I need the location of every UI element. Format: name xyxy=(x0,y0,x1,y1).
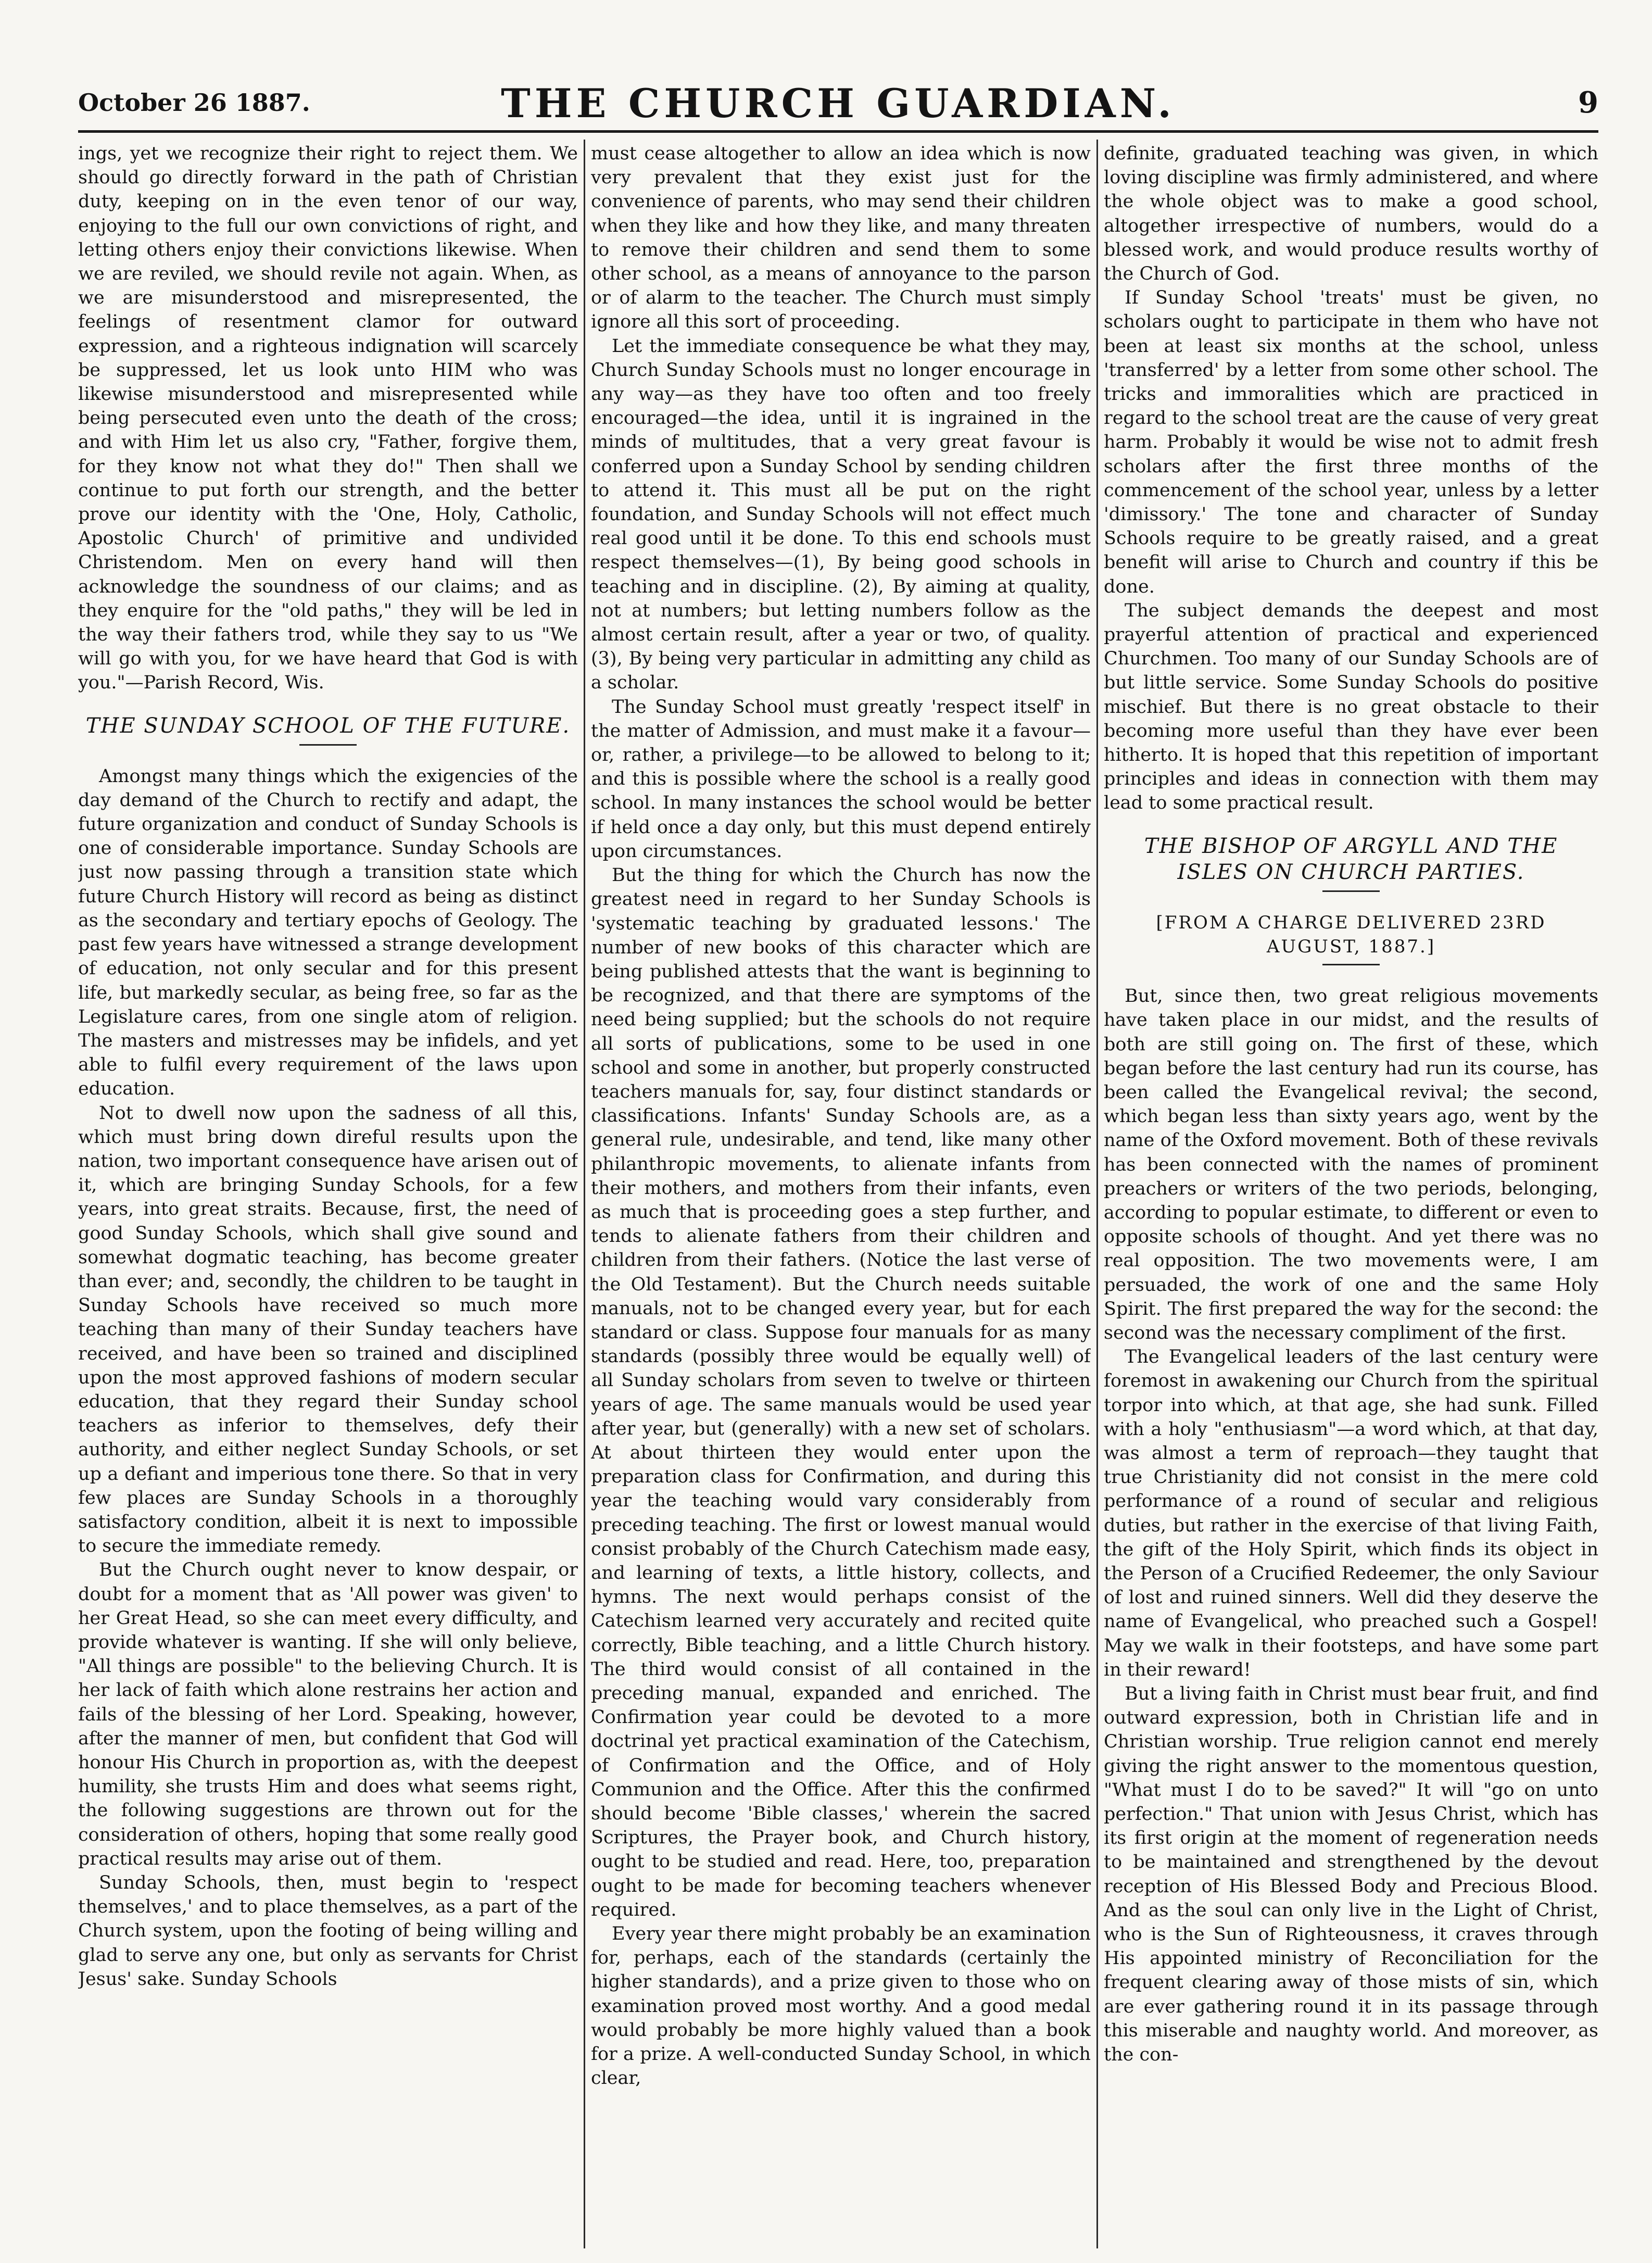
column-two xyxy=(591,142,1091,2245)
issue-date: October 26 1887. xyxy=(78,89,310,117)
article-subheading: [FROM A CHARGE DELIVERED 23RD AUGUST, 1887.] xyxy=(1156,912,1546,957)
article-paragraph: If Sunday School 'treats' must be given, no scholars ought to participate in them who have not been at least six months at the school, unless 'transferred' by a letter from some other school. The tricks and immoralities which are practiced in regard to the school treat are the cause of very great harm. Probably it would be wise not to admit fresh scholars after the first three months of the commencement of the school year, unless by a letter 'dimissory.' The tone and character of Sunday Schools require to be greatly raised, and a great benefit will arise to Church and country if this be done. xyxy=(1104,287,1598,597)
masthead xyxy=(78,78,1598,133)
article-paragraph: The Sunday School must greatly 'respect itself' in the matter of Admission, and must make it a favour—or, rather, a privilege—to be allowed to belong to it; and this is possible where the school is a really good school. In many instances the school would be better if held once a day only, but this must depend entirely upon circumstances. xyxy=(591,696,1091,862)
article-heading-sunday-school: THE SUNDAY SCHOOL OF THE FUTURE. xyxy=(85,713,571,738)
article-paragraph: Not to dwell now upon the sadness of all this, which must bring down direful results upon the nation, two important consequence have arisen out of it, which are bringing Sunday Schools, for a few years, into great straits. Because, first, the need of good Sunday Schools, which shall give sound and somewhat dogmatic teaching, has become greater than ever; and, secondly, the children to be taught in Sunday Schools have received so much more teaching than many of their Sunday teachers have received, and have been so trained and disciplined upon the most approved fashions of modern secular education, that they regard their Sunday school teachers as inferior to themselves, defy their authority, and either neglect Sunday Schools, or set up a defiant and imperious tone there. So that in very few places are Sunday Schools in a thoroughly satisfactory condition, albeit it is next to impossible to secure the immediate remedy. xyxy=(78,1102,578,1557)
column-rule-left xyxy=(584,140,585,2248)
article-paragraph: Amongst many things which the exigencies of the day demand of the Church to rectify and adapt, the future organization and conduct of Sunday Schools is one of considerable importance. Sunday Schools are just now passing through a transition state which future Church History will record as being as distinct as the secondary and tertiary epochs of Geology. The past few years have witnessed a strange development of education, not only secular and for this present life, but markedly secular, as being free, so far as the Legislature cares, from one single atom of religion. The masters and mistresses may be infidels, and yet able to fulfil every requirement of the laws upon education. xyxy=(78,765,578,1100)
article-paragraph: But a living faith in Christ must bear fruit, and find outward expression, both in Christian life and in Christian worship. True religion cannot end merely giving the right answer to the momentous question, "What must I do to be saved?" It will "go on unto perfection." That union with Jesus Christ, which has its first origin at the moment of regeneration needs to be maintained and strengthened by the devout reception of His Blessed Body and Precious Blood. And as the soul can only live in the Light of Christ, who is the Sun of Righteousness, it craves through His appointed ministry of Reconciliation for the frequent clearing away of those mists of sin, which are ever gathering round it in its passage through this miserable and naughty world. And moreover, as the con- xyxy=(1104,1683,1598,2066)
article-paragraph: Let the immediate consequence be what they may, Church Sunday Schools must no longer encourage in any way—as they have too often and too freely encouraged—the idea, until it is ingrained in the minds of multitudes, that a very great favour is conferred upon a Sunday School by sending children to attend it. This must all be put on the right foundation, and Sunday Schools will not effect much real good until it be done. To this end schools must respect themselves—(1), By being good schools in teaching and in discipline. (2), By aiming at quality, not at numbers; but letting numbers follow as the almost certain result, after a year or two, of quality. (3), By being very particular in admitting any child as a scholar. xyxy=(591,335,1091,694)
article-paragraph: definite, graduated teaching was given, in which loving discipline was firmly administered, and where the whole object was to make a good school, altogether irrespective of numbers, would do a blessed work, and would produce results worthy of the Church of God. xyxy=(1104,143,1598,285)
article-paragraph: must cease altogether to allow an idea which is now very prevalent that they exist just for the convenience of parents, who may send their children when they like and how they like, and many threaten to remove their children and send them to some other school, as a means of annoyance to the parson or of alarm to the teacher. The Church must simply ignore all this sort of proceeding. xyxy=(591,143,1091,333)
column-one xyxy=(78,142,578,2245)
article-paragraph: But the thing for which the Church has now the greatest need in regard to her Sunday Schools is 'systematic teaching by graduated lessons.' The number of new books of this character which are being published attests that the want is beginning to be recognized, and that there are symptoms of the need being supplied; but the schools do not require all sorts of publications, some to be used in one school and some in another, but properly constructed teachers manuals for, say, four distinct standards or classifications. Infants' Sunday Schools are, as a general rule, undesirable, and tend, like many other philanthropic movements, to alienate infants from their mothers, and mothers from their infants, even as much that is proceeding goes a step further, and tends to alienate fathers from their children and children from their fathers. (Notice the last verse of the Old Testament). But the Church needs suitable manuals, not to be changed every year, but for each standard or class. Suppose four manuals for as many standards (possibly three would be equally well) of all Sunday scholars from seven to twelve or thirteen years of age. The same manuals would be used year after year, but (generally) with a new set of scholars. At about thirteen they would enter upon the preparation class for Confirmation, and during this year the teaching would vary considerably from preceding teaching. The first or lowest manual would consist probably of the Church Catechism made easy, and learning of texts, a little history, collects, and hymns. The next would perhaps consist of the Catechism learned very accurately and recited quite correctly, Bible teaching, and a little Church history. The third would consist of all contained in the preceding manual, expanded and enriched. The Confirmation year could be devoted to a more doctrinal yet practical examination of the Catechism, of Confirmation and the Office, and of Holy Communion and the Office. After this the confirmed should become 'Bible classes,' wherein the sacred Scriptures, the Prayer book, and Church history, ought to be studied and read. Here, too, preparation ought to be made for becoming teachers whenever required. xyxy=(591,865,1091,1920)
newspaper-title: THE CHURCH GUARDIAN. xyxy=(501,80,1176,127)
heading-divider xyxy=(1322,890,1380,892)
continued-paragraph: ings, yet we recognize their right to reject them. We should go directly forward in the path of Christian duty, keeping on in the even tenor of our way, enjoying to the full our own convictions of right, and letting others enjoy their convictions likewise. When we are reviled, we should revile not again. When, as we are misunderstood and misrepresented, the feelings of resentment clamor for outward expression, and a righteous indignation will scarcely be suppressed, let us look unto HIM who was likewise misunderstood and misrepresented while being persecuted even unto the death of the cross; and with Him let us also cry, "Father, forgive them, for they know not what they do!" Then shall we continue to put forth our strength, and the better prove our identity with the 'One, Holy, Catholic, Apostolic Church' of primitive and undivided Christendom. Men on every hand will then acknowledge the soundness of our claims; and as they enquire for the "old paths," they will be led in the way their fathers trod, while they say to us "We will go with you, for we have heard that God is with you."—Parish Record, Wis. xyxy=(78,143,578,694)
article-paragraph: But the Church ought never to know despair, or doubt for a moment that as 'All power was given' to her Great Head, so she can meet every difficulty, and provide whatever is wanting. If she will only believe, "All things are possible" to the believing Church. It is her lack of faith which alone restrains her action and fails of the blessing of her Lord. Speaking, however, after the manner of men, but confident that God will honour His Church in proportion as, with the deepest humility, she trusts Him and does what seems right, the following suggestions are thrown out for the consideration of others, hoping that some really good practical results may arise out of them. xyxy=(78,1560,578,1869)
column-three xyxy=(1104,142,1598,2245)
column-rule-right xyxy=(1096,140,1098,2248)
subheading-divider xyxy=(1322,964,1380,965)
heading-divider xyxy=(299,744,357,746)
article-paragraph: The Evangelical leaders of the last century were foremost in awakening our Church from the spiritual torpor into which, at that age, she had sunk. Filled with a holy "enthusiasm"—a word which, at that day, was almost a term of reproach—they taught that true Christianity did not consist in the mere cold performance of a round of secular and religious duties, but rather in the exercise of that living Faith, the gift of the Holy Spirit, which finds its object in the Person of a Crucified Redeemer, the only Saviour of lost and ruined sinners. Well did they deserve the name of Evangelical, who preached such a Gospel! May we walk in their footsteps, and have some part in their reward! xyxy=(1104,1347,1598,1680)
article-heading-bishop-argyll: THE BISHOP OF ARGYLL AND THE ISLES ON CHURCH PARTIES. xyxy=(1144,834,1558,884)
article-paragraph: The subject demands the deepest and most prayerful attention of practical and experienced Churchmen. Too many of our Sunday Schools are of but little service. Some Sunday Schools do positive mischief. But there is no great obstacle to their becoming more useful than they have ever been hitherto. It is hoped that this repetition of important principles and ideas in connection with them may lead to some practical result. xyxy=(1104,600,1598,814)
article-paragraph: Every year there might probably be an examination for, perhaps, each of the standards (certainly the higher standards), and a prize given to those who on examination proved most worthy. And a good medal would probably be more highly valued than a book for a prize. A well-conducted Sunday School, in which clear, xyxy=(591,1923,1091,2089)
page-number: 9 xyxy=(1578,85,1598,120)
article-paragraph: But, since then, two great religious movements have taken place in our midst, and the results of both are still going on. The first of these, which began before the last century had run its course, has been called the Evangelical revival; the second, which began less than sixty years ago, went by the name of the Oxford movement. Both of these revivals has been connected with the names of prominent preachers or writers of the two periods, belonging, according to popular estimate, to different or even to opposite schools of thought. And yet there was no real opposition. The two movements were, I am persuaded, the work of one and the same Holy Spirit. The first prepared the way for the second: the second was the necessary compliment of the first. xyxy=(1104,986,1598,1343)
article-paragraph: Sunday Schools, then, must begin to 'respect themselves,' and to place themselves, as a part of the Church system, upon the footing of being willing and glad to serve any one, but only as servants for Christ Jesus' sake. Sunday Schools xyxy=(78,1872,578,1990)
